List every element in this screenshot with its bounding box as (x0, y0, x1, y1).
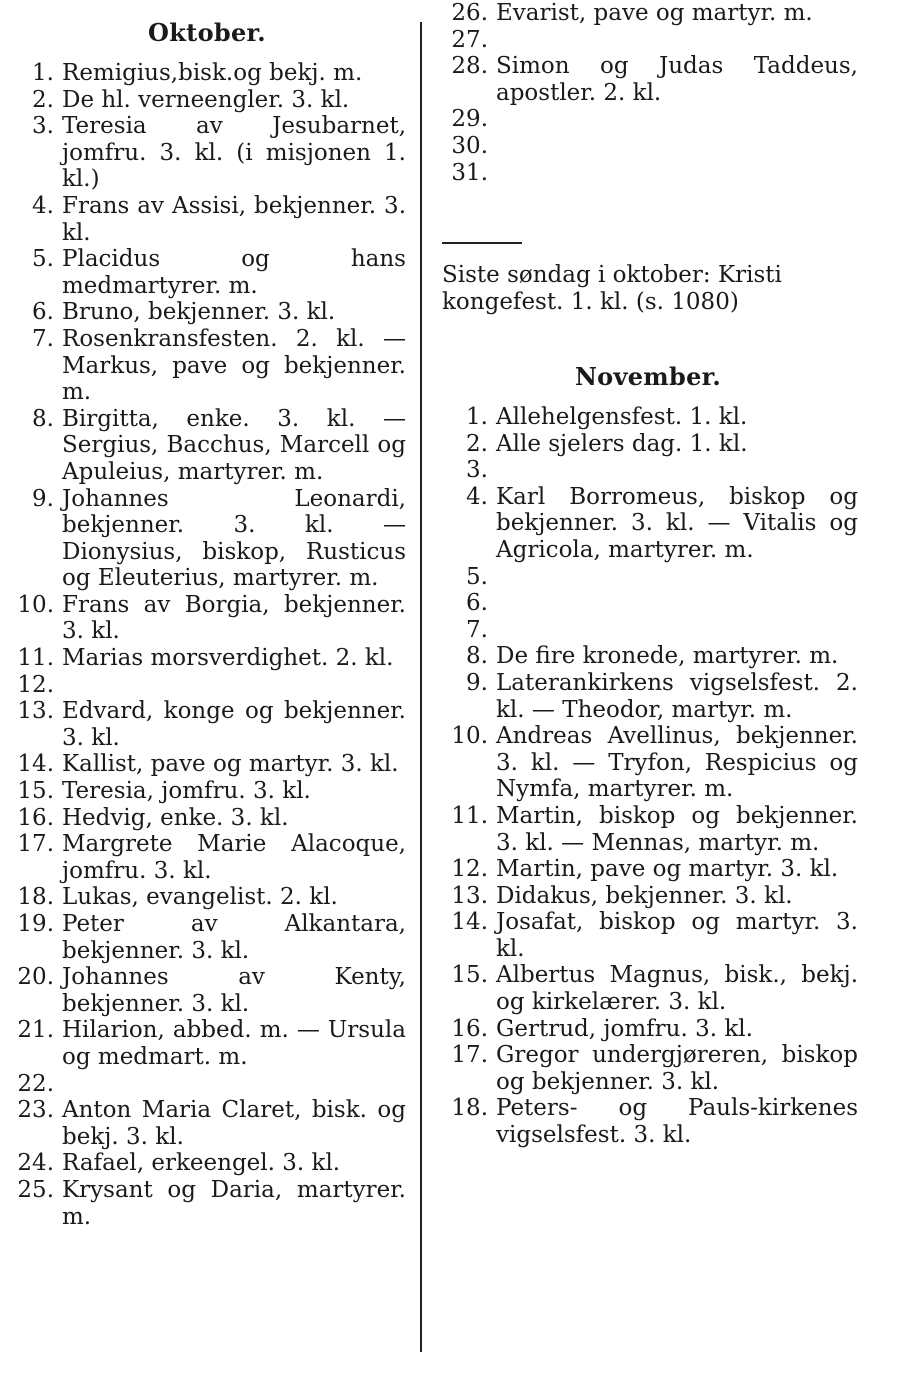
calendar-entry (438, 670, 858, 723)
entry-feast-text (62, 672, 406, 699)
calendar-entry (8, 672, 406, 699)
entry-day-number: 11. (17, 645, 54, 672)
calendar-entry (438, 53, 858, 106)
entry-day-number: 25. (17, 1176, 54, 1203)
entry-feast-text (496, 457, 858, 484)
october-list (8, 60, 406, 1230)
entry-day-number: 4. (466, 483, 488, 510)
calendar-entry (438, 564, 858, 591)
calendar-entry (8, 1177, 406, 1230)
entry-feast-text (496, 160, 858, 187)
entry-feast-text: Johannes Leonardi, bekjenner. 3. kl. — Dionysius, biskop, Rusticus og Eleuterius, martyrer. m. (62, 485, 406, 592)
entry-feast-text (496, 590, 858, 617)
entry-day-number: 6. (32, 299, 54, 326)
entry-feast-text: Rafael, erkeengel. 3. kl. (62, 1150, 341, 1177)
calendar-entry (8, 884, 406, 911)
calendar-entry (438, 457, 858, 484)
entry-feast-text: Teresia av Jesubarnet, jomfru. 3. kl. (i misjonen 1. kl.) (62, 113, 406, 193)
entry-day-number: 18. (451, 1095, 488, 1122)
entry-day-number: 15. (17, 778, 54, 805)
entry-day-number: 26. (451, 0, 488, 26)
entry-day-number: 6. (466, 590, 488, 617)
calendar-entry (8, 911, 406, 964)
calendar-entry (438, 1095, 858, 1148)
entry-feast-text: Didakus, bekjenner. 3. kl. (496, 882, 793, 909)
left-column (8, 0, 406, 1230)
entry-feast-text: Martin, biskop og bekjenner. 3. kl. — Mennas, martyr. m. (496, 802, 858, 856)
calendar-entry (438, 404, 858, 431)
entry-day-number: 10. (451, 723, 488, 750)
calendar-entry (8, 698, 406, 751)
entry-day-number: 9. (32, 485, 54, 512)
calendar-entry (438, 431, 858, 458)
entry-day-number: 18. (17, 884, 54, 911)
entry-feast-text (496, 133, 858, 160)
entry-day-number: 4. (32, 192, 54, 219)
entry-feast-text (62, 1071, 406, 1098)
entry-day-number: 31. (451, 159, 488, 186)
entry-day-number: 2. (466, 430, 488, 457)
calendar-entry (438, 962, 858, 1015)
calendar-entry (438, 1016, 858, 1043)
entry-feast-text: Edvard, konge og bekjenner. 3. kl. (62, 698, 406, 751)
entry-day-number: 11. (451, 802, 488, 829)
entry-feast-text: Teresia, jomfru. 3. kl. (62, 778, 311, 805)
entry-feast-text: Remigius,bisk.og bekj. m. (62, 60, 363, 86)
entry-feast-text: Josafat, biskop og martyr. 3. kl. (496, 909, 858, 962)
entry-feast-text: Peters- og Pauls-kirkenes vigselsfest. 3. kl. (496, 1095, 858, 1149)
entry-day-number: 23. (17, 1097, 54, 1124)
entry-day-number: 17. (17, 831, 54, 858)
calendar-entry (438, 590, 858, 617)
entry-feast-text (496, 106, 858, 133)
calendar-entry (8, 87, 406, 114)
calendar-entry (8, 246, 406, 299)
entry-day-number: 8. (466, 643, 488, 670)
calendar-entry (8, 486, 406, 592)
entry-day-number: 3. (32, 113, 54, 140)
entry-day-number: 14. (17, 751, 54, 778)
calendar-entry (8, 751, 406, 778)
october-list-continued (438, 0, 858, 186)
calendar-entry (438, 643, 858, 670)
entry-feast-text: Johannes av Kenty, bekjenner. 3. kl. (62, 964, 406, 1017)
entry-feast-text: Albertus Magnus, bisk., bekj. og kirkelærer. 3. kl. (496, 962, 858, 1016)
entry-day-number: 19. (17, 911, 54, 937)
entry-feast-text: Evarist, pave og martyr. m. (496, 0, 813, 26)
entry-feast-text: Frans av Assisi, bekjenner. 3. kl. (62, 192, 406, 246)
entry-day-number: 2. (32, 86, 54, 113)
entry-feast-text (496, 617, 858, 644)
calendar-entry (438, 27, 858, 54)
entry-feast-text: Laterankirkens vigselsfest. 2. kl. — Theodor, martyr. m. (496, 669, 858, 723)
calendar-entry (8, 831, 406, 884)
calendar-entry (438, 617, 858, 644)
entry-feast-text: Frans av Borgia, bekjenner. 3. kl. (62, 591, 406, 645)
calendar-entry (8, 805, 406, 832)
calendar-entry (438, 1042, 858, 1095)
calendar-entry (438, 0, 858, 27)
entry-feast-text: De fire kronede, martyrer. m. (496, 643, 839, 670)
entry-feast-text: Marias morsverdighet. 2. kl. (62, 645, 394, 672)
calendar-entry (8, 592, 406, 645)
calendar-entry (8, 60, 406, 87)
calendar-entry (8, 778, 406, 805)
entry-day-number: 8. (32, 405, 54, 432)
right-column (438, 0, 858, 1149)
entry-day-number: 28. (451, 53, 488, 80)
calendar-entry (438, 106, 858, 133)
entry-feast-text: Lukas, evangelist. 2. kl. (62, 884, 338, 911)
entry-feast-text: Rosenkransfesten. 2. kl. — Markus, pave og bekjenner. m. (62, 325, 406, 406)
entry-feast-text: Hedvig, enke. 3. kl. (62, 804, 289, 831)
calendar-entry (8, 1071, 406, 1098)
november-list (438, 404, 858, 1149)
calendar-entry (8, 406, 406, 486)
divider-rule (442, 242, 522, 244)
entry-day-number: 29. (451, 106, 488, 133)
entry-day-number: 7. (466, 616, 488, 643)
entry-day-number: 7. (32, 325, 54, 352)
entry-day-number: 5. (466, 563, 488, 590)
entry-day-number: 5. (32, 246, 54, 273)
entry-feast-text (496, 564, 858, 591)
entry-feast-text: Birgitta, enke. 3. kl. — Sergius, Bacchus, Marcell og Apuleius, martyrer. m. (62, 405, 406, 485)
entry-day-number: 16. (451, 1015, 488, 1042)
entry-feast-text: Anton Maria Claret, bisk. og bekj. 3. kl. (62, 1097, 406, 1150)
calendar-entry (438, 133, 858, 160)
entry-feast-text: Kallist, pave og martyr. 3. kl. (62, 751, 399, 778)
calendar-entry (8, 113, 406, 193)
entry-feast-text: Peter av Alkantara, bekjenner. 3. kl. (62, 911, 406, 964)
note-block (438, 232, 858, 316)
entry-feast-text: De hl. verneengler. 3. kl. (62, 86, 350, 113)
entry-feast-text: Krysant og Daria, martyrer. m. (62, 1176, 406, 1230)
entry-day-number: 13. (17, 698, 54, 725)
calendar-entry (8, 193, 406, 246)
entry-feast-text: Alle sjelers dag. 1. kl. (496, 430, 748, 457)
entry-day-number: 13. (451, 882, 488, 909)
november-heading: November. (574, 362, 722, 391)
entry-day-number: 10. (17, 591, 54, 618)
entry-feast-text: Bruno, bekjenner. 3. kl. (62, 299, 336, 326)
entry-day-number: 12. (451, 856, 488, 883)
calendar-entry (8, 1150, 406, 1177)
entry-day-number: 24. (17, 1150, 54, 1177)
entry-feast-text: Gregor undergjøreren, biskop og bekjenner. 3. kl. (496, 1042, 858, 1095)
calendar-entry (438, 160, 858, 187)
entry-day-number: 17. (451, 1042, 488, 1069)
entry-feast-text: Placidus og hans medmartyrer. m. (62, 246, 406, 299)
entry-feast-text: Hilarion, abbed. m. — Ursula og medmart. m. (62, 1017, 406, 1070)
calendar-entry (8, 326, 406, 406)
entry-day-number: 3. (466, 457, 488, 484)
entry-day-number: 30. (451, 132, 488, 159)
entry-day-number: 27. (451, 26, 488, 53)
entry-day-number: 1. (466, 404, 488, 430)
calendar-entry (438, 723, 858, 803)
entry-day-number: 16. (17, 804, 54, 831)
entry-feast-text: Gertrud, jomfru. 3. kl. (496, 1015, 753, 1042)
calendar-entry (438, 909, 858, 962)
entry-day-number: 1. (32, 60, 54, 86)
entry-day-number: 15. (451, 962, 488, 989)
entry-day-number: 21. (17, 1017, 54, 1044)
entry-day-number: 22. (17, 1070, 54, 1097)
column-divider (420, 22, 422, 1352)
calendar-entry (438, 484, 858, 564)
calendar-entry (8, 645, 406, 672)
entry-feast-text: Simon og Judas Taddeus, apostler. 2. kl. (496, 53, 858, 106)
kristi-kongefest-note: Siste søndag i oktober: Kristi kongefest. 1. kl. (s. 1080) (442, 262, 782, 315)
entry-day-number: 9. (466, 669, 488, 696)
entry-day-number: 12. (17, 671, 54, 698)
entry-feast-text: Allehelgensfest. 1. kl. (496, 404, 748, 430)
entry-feast-text: Andreas Avellinus, bekjenner. 3. kl. — Tryfon, Respicius og Nymfa, martyrer. m. (496, 723, 858, 803)
entry-feast-text: Margrete Marie Alacoque, jomfru. 3. kl. (62, 831, 406, 884)
entry-day-number: 14. (451, 909, 488, 936)
october-heading: Oktober. (148, 18, 266, 47)
calendar-entry (438, 856, 858, 883)
entry-feast-text: Karl Borromeus, biskop og bekjenner. 3. kl. — Vitalis og Agricola, martyrer. m. (496, 483, 858, 563)
calendar-entry (438, 883, 858, 910)
calendar-entry (8, 299, 406, 326)
calendar-entry (8, 1097, 406, 1150)
calendar-entry (438, 803, 858, 856)
calendar-entry (8, 1017, 406, 1070)
entry-day-number: 20. (17, 964, 54, 991)
entry-feast-text (496, 27, 858, 54)
entry-feast-text: Martin, pave og martyr. 3. kl. (496, 856, 839, 883)
calendar-entry (8, 964, 406, 1017)
